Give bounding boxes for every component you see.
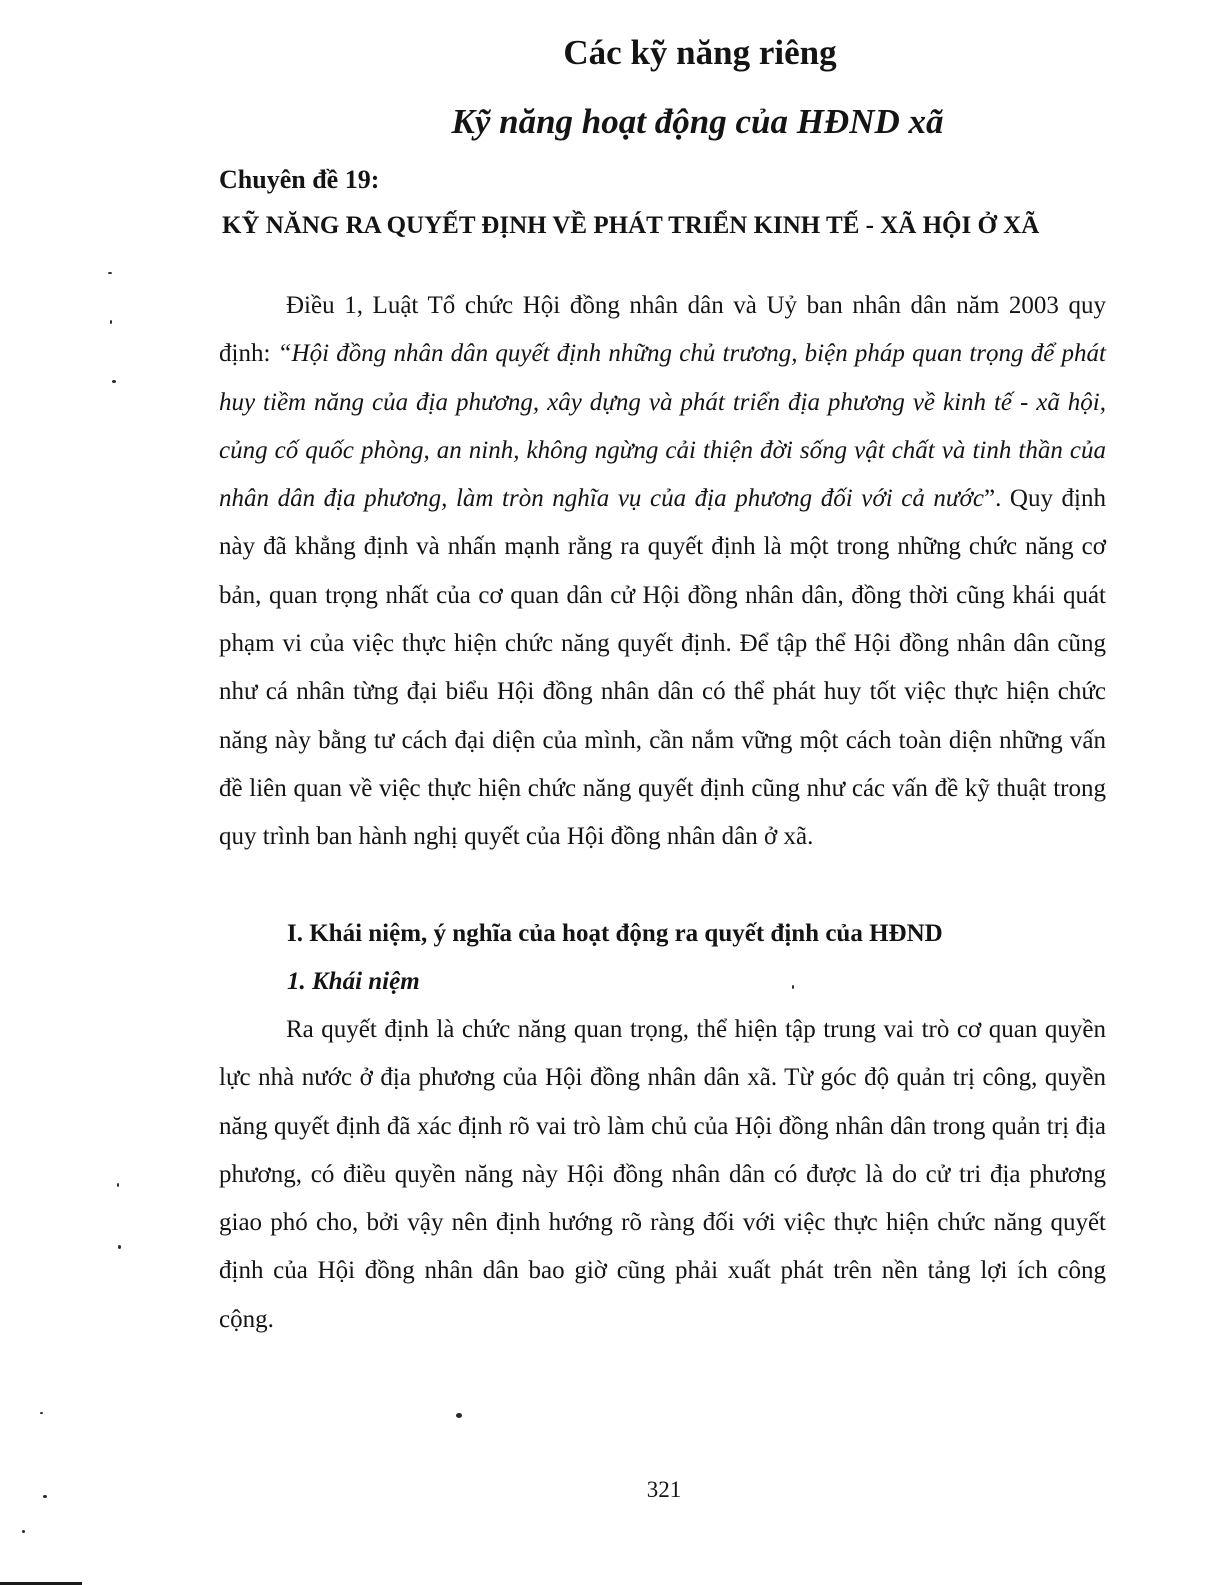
scan-speck — [110, 320, 112, 324]
scan-speck — [117, 1183, 119, 1187]
page-number: 321 — [646, 1477, 682, 1502]
section-heading: I. Khái niệm, ý nghĩa của hoạt động ra quyết định của HĐND — [287, 920, 943, 947]
scan-speck — [112, 380, 116, 383]
scan-speck — [792, 985, 794, 989]
page-subtitle: Kỹ năng hoạt động của HĐND xã — [451, 102, 944, 141]
scan-speck — [40, 1412, 43, 1414]
scan-speck — [43, 1495, 47, 1498]
concept-paragraph: Ra quyết định là chức năng quan trọng, thể hiện tập trung vai trò cơ quan quyền lực nhà nước ở địa phương của Hội đồng nhân dân xã. Từ góc độ quản trị công, quyền năng quyết định đã xác định rõ vai trò làm chủ của Hội đồng nhân dân trong quản trị địa phương, có điều quyền năng này Hội đồng nhân dân có được là do cử tri địa phương giao phó cho, bởi vậy nên định hướng rõ ràng đối với việc thực hiện chức năng quyết định của Hội đồng nhân dân bao giờ cũng phải xuất phát trên nền tảng lợi ích công cộng. — [219, 1016, 1106, 1333]
intro-paragraph — [219, 282, 1106, 862]
subsection-heading: 1. Khái niệm — [287, 968, 420, 995]
scan-speck — [108, 272, 112, 274]
scan-speck — [456, 1413, 462, 1418]
topic-label: Chuyên đề 19: — [219, 165, 380, 194]
page-title: Các kỹ năng riêng — [563, 33, 837, 72]
scan-speck — [118, 1245, 121, 1249]
scan-speck — [22, 1530, 25, 1533]
topic-title: KỸ NĂNG RA QUYẾT ĐỊNH VỀ PHÁT TRIỂN KINH TẾ - XÃ HỘI Ở XÃ — [222, 212, 1040, 239]
law-quote: “Hội đồng nhân dân quyết định những chủ trương, biện pháp quan trọng để phát huy tiềm năng của địa phương, xây dựng và phát triển địa phương về kinh tế - xã hội, củng cố quốc phòng, an ninh, không ngừng cải thiện đời sống vật chất và tinh thần của nhân dân địa phương, làm tròn nghĩa vụ của địa phương đối với cả nước — [219, 340, 1106, 513]
intro-text: Điều 1, Luật Tổ chức Hội đồng nhân dân và Uỷ ban nhân dân năm 2003 quy định: — [219, 292, 1106, 368]
intro-continuation: ”. Quy định này đã khẳng định và nhấn mạnh rằng ra quyết định là một trong những chức năng cơ bản, quan trọng nhất của cơ quan dân cử Hội đồng nhân dân, đồng thời cũng khái quát phạm vi của việc thực hiện chức năng quyết định. Để tập thể Hội đồng nhân dân cũng như cá nhân từng đại biểu Hội đồng nhân dân có thể phát huy tốt việc thực hiện chức năng này bằng tư cách đại diện của mình, cần nắm vững một cách toàn diện những vấn đề liên quan về việc thực hiện chức năng quyết định cũng như các vấn đề kỹ thuật trong quy trình ban hành nghị quyết của Hội đồng nhân dân ở xã. — [219, 485, 1106, 851]
